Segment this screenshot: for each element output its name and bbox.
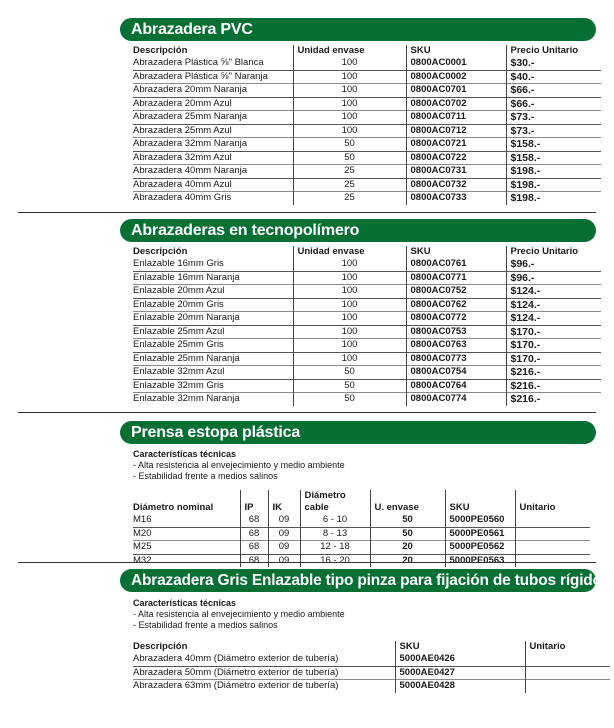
table-row bbox=[133, 138, 601, 152]
table-cell: Abrazadera 32mm Naranja bbox=[133, 138, 293, 152]
table-row bbox=[133, 339, 601, 353]
table-cell: Enlazable 25mm Naranja bbox=[133, 352, 293, 366]
table-row bbox=[133, 298, 601, 312]
table-cell: $158.- bbox=[506, 138, 601, 152]
table-cell: 100 bbox=[293, 312, 406, 326]
table-cell: M20 bbox=[133, 527, 240, 541]
table-cell: 5000PE0561 bbox=[445, 527, 515, 541]
table-row bbox=[133, 352, 601, 366]
table-cell: 0800AC0762 bbox=[406, 298, 506, 312]
table-cell: 16 - 20 bbox=[300, 554, 370, 567]
table-cell: Enlazable 25mm Azul bbox=[133, 325, 293, 339]
table-cell: Enlazable 16mm Naranja bbox=[133, 271, 293, 285]
table-cell: $170.- bbox=[506, 325, 601, 339]
section-divider bbox=[18, 412, 596, 413]
table-cell: 0800AC0721 bbox=[406, 138, 506, 152]
table-cell: Enlazable 25mm Gris bbox=[133, 339, 293, 353]
column-header: SKU bbox=[395, 641, 525, 653]
table-cell bbox=[525, 666, 610, 680]
section-title-abrazadera-gris-enlazable: Abrazadera Gris Enlazable tipo pinza para fijación de tubos rígidos bbox=[120, 569, 596, 592]
table-cell: Abrazadera 40mm Azul bbox=[133, 178, 293, 192]
table-cell: 25 bbox=[293, 178, 406, 192]
feature-item: - Estabilidad frente a medios salinos bbox=[133, 471, 278, 481]
table-cell: 0800AC0711 bbox=[406, 111, 506, 125]
table-cell: 09 bbox=[268, 514, 300, 527]
table-cell: 0800AC0754 bbox=[406, 366, 506, 380]
table-cell: Enlazable 16mm Gris bbox=[133, 258, 224, 270]
table-cell: $96.- bbox=[506, 258, 601, 271]
table-cell: 20 bbox=[370, 541, 445, 555]
table-cell: 0800AC0001 bbox=[406, 57, 506, 70]
features-title: Características técnicas bbox=[133, 449, 237, 459]
table-cell: 09 bbox=[268, 527, 300, 541]
section-title-prensa-estopa: Prensa estopa plástica bbox=[120, 421, 596, 444]
table-cell: 0800AC0761 bbox=[406, 258, 506, 271]
table-cell: Enlazable 20mm Gris bbox=[133, 298, 293, 312]
features-title: Características técnicas bbox=[133, 598, 237, 608]
table-cell: 25 bbox=[293, 165, 406, 179]
table-row bbox=[133, 97, 601, 111]
column-header: Precio Unitario bbox=[506, 45, 601, 57]
table-row bbox=[133, 514, 590, 527]
table-cell: $216.- bbox=[506, 379, 601, 393]
price-table-abrazadera-pvc bbox=[133, 45, 601, 205]
table-cell: $170.- bbox=[506, 352, 601, 366]
table-cell: 12 - 18 bbox=[300, 541, 370, 555]
table-row bbox=[133, 285, 601, 299]
table-cell: Abrazadera 40mm (Diámetro exterior de tubería) bbox=[133, 653, 339, 665]
table-row bbox=[133, 192, 601, 205]
table-cell: $198.- bbox=[506, 165, 601, 179]
table-cell: $73.- bbox=[506, 124, 601, 138]
table-cell: 100 bbox=[293, 352, 406, 366]
table-cell: 100 bbox=[293, 271, 406, 285]
table-cell: 0800AC0771 bbox=[406, 271, 506, 285]
section-divider bbox=[18, 562, 596, 563]
table-row bbox=[133, 57, 601, 70]
table-row bbox=[133, 541, 590, 555]
table-cell: $73.- bbox=[506, 111, 601, 125]
feature-item: - Alta resistencia al envejecimiento y medio ambiente bbox=[133, 460, 345, 470]
table-cell: 0800AC0774 bbox=[406, 393, 506, 406]
table-cell: 0800AC0722 bbox=[406, 151, 506, 165]
table-header-row bbox=[133, 45, 601, 57]
table-row bbox=[133, 84, 601, 98]
table-cell: Abrazadera Plástica ⅝" Blanca bbox=[133, 57, 264, 69]
table-row bbox=[133, 312, 601, 326]
table-row bbox=[133, 325, 601, 339]
table-cell: Abrazadera 25mm Azul bbox=[133, 124, 293, 138]
column-header: Diámetro cable bbox=[300, 490, 370, 514]
table-cell: $40.- bbox=[506, 70, 601, 84]
column-header: IP bbox=[240, 490, 268, 514]
table-cell: Enlazable 32mm Naranja bbox=[133, 393, 293, 406]
column-header: SKU bbox=[445, 490, 515, 514]
table-cell: 100 bbox=[293, 57, 406, 70]
table-cell: 6 - 10 bbox=[300, 514, 370, 527]
table-cell: 09 bbox=[268, 554, 300, 567]
price-table-tecnopolimero bbox=[133, 246, 601, 406]
feature-item: - Estabilidad frente a medios salinos bbox=[133, 620, 278, 630]
table-cell: 50 bbox=[293, 366, 406, 380]
table-cell: $30.- bbox=[506, 57, 601, 70]
section-title-abrazadera-pvc: Abrazadera PVC bbox=[120, 18, 596, 41]
table-cell: Abrazadera 40mm Naranja bbox=[133, 165, 293, 179]
table-row bbox=[133, 111, 601, 125]
table-row bbox=[133, 271, 601, 285]
table-header-row bbox=[133, 641, 610, 653]
table-cell bbox=[515, 514, 590, 527]
table-cell: 20 bbox=[370, 554, 445, 567]
table-row bbox=[133, 178, 601, 192]
table-row bbox=[133, 258, 601, 271]
table-row bbox=[133, 527, 590, 541]
table-row bbox=[133, 124, 601, 138]
table-cell: 100 bbox=[293, 325, 406, 339]
table-cell: $198.- bbox=[506, 178, 601, 192]
table-cell: Enlazable 32mm Gris bbox=[133, 379, 293, 393]
table-cell: 68 bbox=[240, 541, 268, 555]
table-cell: Enlazable 32mm Azul bbox=[133, 366, 293, 380]
table-cell: Abrazadera 25mm Naranja bbox=[133, 111, 293, 125]
table-cell: 50 bbox=[293, 393, 406, 406]
table-cell: 5000AE0428 bbox=[395, 680, 525, 693]
table-cell: 100 bbox=[293, 70, 406, 84]
table-cell bbox=[525, 680, 610, 693]
table-cell: 50 bbox=[293, 151, 406, 165]
table-cell: Abrazadera 32mm Azul bbox=[133, 151, 293, 165]
table-cell: 0800AC0701 bbox=[406, 84, 506, 98]
table-cell: 5000PE0562 bbox=[445, 541, 515, 555]
table-cell: 0800AC0752 bbox=[406, 285, 506, 299]
table-cell: 25 bbox=[293, 192, 406, 205]
column-header: Unitario bbox=[515, 490, 590, 514]
column-header: Unitario bbox=[525, 641, 610, 653]
table-cell: 0800AC0764 bbox=[406, 379, 506, 393]
table-row bbox=[133, 666, 610, 680]
table-cell bbox=[525, 653, 610, 666]
table-cell: Abrazadera 20mm Naranja bbox=[133, 84, 293, 98]
table-cell: $124.- bbox=[506, 285, 601, 299]
table-cell: 0800AC0733 bbox=[406, 192, 506, 205]
table-cell: 0800AC0763 bbox=[406, 339, 506, 353]
table-cell: 68 bbox=[240, 554, 268, 567]
table-row bbox=[133, 379, 601, 393]
table-cell: 100 bbox=[293, 298, 406, 312]
feature-item: - Alta resistencia al envejecimiento y medio ambiente bbox=[133, 609, 345, 619]
table-row bbox=[133, 653, 610, 666]
table-cell: 100 bbox=[293, 111, 406, 125]
table-cell: 50 bbox=[293, 379, 406, 393]
table-cell: 0800AC0772 bbox=[406, 312, 506, 326]
table-cell: $216.- bbox=[506, 393, 601, 406]
table-cell: $66.- bbox=[506, 84, 601, 98]
table-cell: M25 bbox=[133, 541, 240, 555]
table-row bbox=[133, 366, 601, 380]
table-cell: 100 bbox=[293, 97, 406, 111]
table-cell: 0800AC0002 bbox=[406, 70, 506, 84]
column-header: SKU bbox=[406, 45, 506, 57]
table-cell: $96.- bbox=[506, 271, 601, 285]
table-cell: $216.- bbox=[506, 366, 601, 380]
column-header: Descripción bbox=[133, 45, 188, 56]
column-header: Descripción bbox=[133, 246, 188, 257]
table-cell: $198.- bbox=[506, 192, 601, 205]
table-header-row bbox=[133, 246, 601, 258]
table-row bbox=[133, 70, 601, 84]
table-header-row bbox=[133, 490, 590, 514]
table-cell: Abrazadera 50mm (Diámetro exterior de tubería) bbox=[133, 666, 395, 680]
table-cell: 09 bbox=[268, 541, 300, 555]
table-cell: $66.- bbox=[506, 97, 601, 111]
table-cell: $124.- bbox=[506, 312, 601, 326]
table-cell bbox=[515, 554, 590, 567]
table-cell: 50 bbox=[370, 514, 445, 527]
table-cell: 100 bbox=[293, 258, 406, 271]
table-cell: 50 bbox=[293, 138, 406, 152]
column-header: Precio Unitario bbox=[506, 246, 601, 258]
table-cell: Abrazadera 40mm Gris bbox=[133, 192, 293, 205]
table-cell: Enlazable 20mm Azul bbox=[133, 285, 293, 299]
table-row bbox=[133, 165, 601, 179]
table-cell: 0800AC0712 bbox=[406, 124, 506, 138]
table-cell: 8 - 13 bbox=[300, 527, 370, 541]
table-cell: Abrazadera Plástica ⅝" Naranja bbox=[133, 70, 293, 84]
table-cell: $124.- bbox=[506, 298, 601, 312]
section-divider bbox=[18, 212, 596, 213]
column-header: IK bbox=[268, 490, 300, 514]
table-cell: 5000AE0427 bbox=[395, 666, 525, 680]
table-cell: 0800AC0732 bbox=[406, 178, 506, 192]
table-cell: 0800AC0773 bbox=[406, 352, 506, 366]
table-cell: 100 bbox=[293, 84, 406, 98]
table-row bbox=[133, 151, 601, 165]
table-cell: 50 bbox=[370, 527, 445, 541]
features-block bbox=[133, 449, 345, 482]
table-cell: Abrazadera 20mm Azul bbox=[133, 97, 293, 111]
table-cell: 0800AC0731 bbox=[406, 165, 506, 179]
column-header: Descripción bbox=[133, 641, 188, 652]
table-row bbox=[133, 393, 601, 406]
table-cell: 5000AE0426 bbox=[395, 653, 525, 666]
table-cell: 100 bbox=[293, 339, 406, 353]
column-header: SKU bbox=[406, 246, 506, 258]
table-cell: M16 bbox=[133, 514, 152, 526]
column-header: U. envase bbox=[370, 490, 445, 514]
table-cell: 68 bbox=[240, 514, 268, 527]
features-block bbox=[133, 598, 345, 631]
table-cell: M32 bbox=[133, 554, 240, 567]
table-cell: 68 bbox=[240, 527, 268, 541]
table-cell: $158.- bbox=[506, 151, 601, 165]
table-row bbox=[133, 554, 590, 567]
table-cell: Abrazadera 63mm (Diámetro exterior de tubería) bbox=[133, 680, 395, 693]
column-header: Diámetro nominal bbox=[133, 502, 214, 513]
column-header: Unidad envase bbox=[293, 45, 406, 57]
table-row bbox=[133, 680, 610, 693]
table-cell: 0800AC0753 bbox=[406, 325, 506, 339]
column-header: Unidad envase bbox=[293, 246, 406, 258]
table-cell: 5000PE0563 bbox=[445, 554, 515, 567]
section-title-tecnopolimero: Abrazaderas en tecnopolímero bbox=[120, 219, 596, 242]
price-table-prensa-estopa bbox=[133, 490, 590, 567]
table-cell bbox=[515, 541, 590, 555]
table-cell: Enlazable 20mm Naranja bbox=[133, 312, 293, 326]
table-cell: 100 bbox=[293, 124, 406, 138]
table-cell bbox=[515, 527, 590, 541]
table-cell: 0800AC0702 bbox=[406, 97, 506, 111]
table-cell: $170.- bbox=[506, 339, 601, 353]
table-cell: 5000PE0560 bbox=[445, 514, 515, 527]
price-table-abrazadera-gris bbox=[133, 641, 610, 693]
table-cell: 100 bbox=[293, 285, 406, 299]
